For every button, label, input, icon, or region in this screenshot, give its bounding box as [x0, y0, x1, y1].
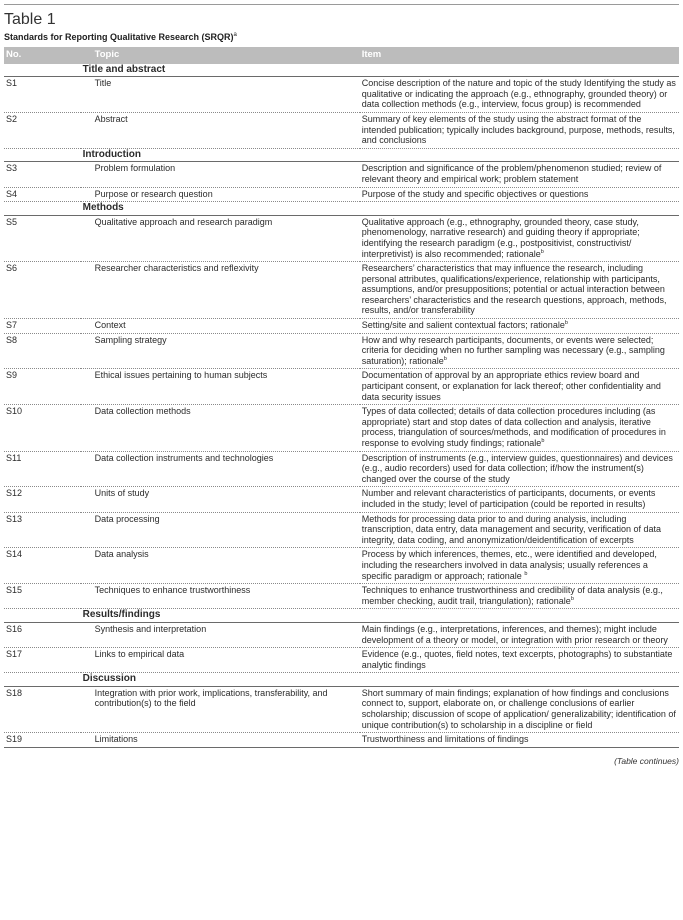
- table-title-footnote: a: [233, 32, 237, 38]
- row-topic: Researcher characteristics and reflexivity: [81, 262, 360, 319]
- row-topic: Abstract: [81, 112, 360, 148]
- header-topic: Topic: [81, 47, 360, 64]
- footnote-mark: b: [540, 248, 544, 255]
- table-row: [4, 548, 679, 584]
- section-row: [4, 202, 679, 216]
- row-item: [360, 548, 679, 584]
- row-number: S6: [4, 262, 81, 319]
- row-number: S5: [4, 215, 81, 261]
- row-number: S10: [4, 405, 81, 451]
- row-topic: Purpose or research question: [81, 187, 360, 202]
- row-topic: Problem formulation: [81, 162, 360, 187]
- srqr-table: [4, 47, 679, 747]
- table-row: [4, 512, 679, 548]
- section-title: Title and abstract: [81, 64, 679, 77]
- row-item: Short summary of main findings; explanation of how findings and conclusions connect to, support, elaborate on, or challenge conclusions of earlier scholarship; discussion of scope of application/ generalizability; identification of unique contribution(s) to scholarship in a discipline or field: [360, 686, 679, 732]
- row-number: S1: [4, 77, 81, 113]
- page: [4, 4, 679, 766]
- row-item: Summary of key elements of the study using the abstract format of the intended publication; typically includes background, purpose, methods, results, and conclusions: [360, 112, 679, 148]
- row-topic: Limitations: [94, 734, 138, 745]
- table-row: [4, 262, 679, 319]
- row-topic: Units of study: [81, 487, 360, 512]
- section-row: [4, 148, 679, 162]
- row-number: S18: [4, 686, 81, 732]
- table-row: [4, 162, 679, 187]
- row-item: Purpose of the study and specific objectives or questions: [360, 187, 679, 202]
- row-item-text: Techniques to enhance trustworthiness and credibility of data analysis (e.g., member checking, audit trail, triangulation); rationale: [361, 585, 663, 606]
- row-topic: Title: [81, 77, 360, 113]
- row-item: [360, 333, 679, 369]
- row-item: [360, 319, 679, 334]
- footnote-mark: b: [443, 355, 447, 362]
- top-rule: [4, 4, 679, 5]
- bottom-rule: [4, 747, 679, 748]
- row-topic: Techniques to enhance trustworthiness: [81, 584, 360, 609]
- row-topic: Integration with prior work, implications, transferability, and contribution(s) to the field: [81, 686, 360, 732]
- row-item: Number and relevant characteristics of participants, documents, or events included in the study; level of participation (could be reported in results): [360, 487, 679, 512]
- row-number: S16: [4, 622, 81, 647]
- footnote-mark: b: [564, 320, 568, 327]
- row-topic: Ethical issues pertaining to human subjects: [81, 369, 360, 405]
- table-row: [4, 487, 679, 512]
- footnote-mark: b: [541, 438, 545, 444]
- row-topic: Data processing: [81, 512, 360, 548]
- row-number: S4: [4, 187, 81, 202]
- header-row: [4, 47, 679, 64]
- footnote-mark: b: [524, 570, 528, 577]
- section-title: Discussion: [81, 673, 679, 687]
- row-item: [360, 405, 679, 451]
- row-topic: Links to empirical data: [81, 648, 360, 673]
- row-item: [360, 584, 679, 609]
- row-item: Main findings (e.g., interpretations, inferences, and themes); might include development of a theory or model, or integration with prior research or theory: [360, 622, 679, 647]
- section-title: Methods: [81, 202, 679, 216]
- row-number: S7: [4, 319, 81, 334]
- table-label: Table 1: [4, 11, 56, 28]
- row-number: S19: [6, 734, 23, 745]
- table-row: [4, 622, 679, 647]
- row-number: S14: [4, 548, 81, 584]
- table-row: [4, 187, 679, 202]
- header-item: Item: [360, 47, 679, 64]
- row-number: S9: [4, 369, 81, 405]
- table-row: [4, 648, 679, 673]
- row-topic: Sampling strategy: [81, 333, 360, 369]
- row-number: S13: [4, 512, 81, 548]
- row-topic: Data analysis: [81, 548, 360, 584]
- table-continues-note: (Table continues): [614, 755, 679, 766]
- table-row: [4, 77, 679, 113]
- table-row: [4, 319, 679, 334]
- row-item-text: Types of data collected; details of data collection procedures including (as appropriate) start and stop dates of data collection and analysis, iterative process, triangulation of sources/methods, and modification of procedures in response to evolving study findings; rationale: [361, 406, 666, 448]
- table-row: [4, 686, 679, 732]
- table-title-text: Standards for Reporting Qualitative Research (SRQR): [4, 32, 234, 42]
- row-item-text: Process by which inferences, themes, etc., were identified and developed, including the researchers involved in data analysis; usually references a specific paradigm or approach; rationale: [361, 549, 657, 581]
- row-topic: Qualitative approach and research paradigm: [81, 215, 360, 261]
- row-item: Description of instruments (e.g., interview guides, questionnaires) and devices (e.g., audio recorders) used for data collection; if/how the instrument(s) changed over the course of the study: [360, 451, 679, 487]
- footnote-mark: b: [570, 595, 574, 602]
- row-item: Concise description of the nature and topic of the study Identifying the study as qualitative or indicating the approach (e.g., ethnography, grounded theory) or data collection methods (e.g., interview, focus group) is recommended: [360, 77, 679, 113]
- row-topic: Context: [81, 319, 360, 334]
- table-row: [4, 451, 679, 487]
- table-row: [4, 369, 679, 405]
- row-topic: Data collection methods: [81, 405, 360, 451]
- row-item: Documentation of approval by an appropriate ethics review board and participant consent, or explanation for lack thereof; other confidentiality and data security issues: [360, 369, 679, 405]
- header-no: No.: [4, 47, 81, 64]
- row-topic: Synthesis and interpretation: [81, 622, 360, 647]
- table-row: [4, 333, 679, 369]
- row-item-text: How and why research participants, documents, or events were selected; criteria for deciding when no further sampling was necessary (e.g., sampling saturation); rationale: [361, 334, 665, 366]
- row-item: Researchers’ characteristics that may influence the research, including personal attributes, qualifications/experience, relationship with participants, assumptions, and/or presuppositions; potential or actual interaction between researchers’ characteristics and the research questions, approach, methods, results, and/or transferability: [360, 262, 679, 319]
- section-row: [4, 64, 679, 77]
- table-row: [4, 215, 679, 261]
- row-number: S8: [4, 333, 81, 369]
- row-item-text: Setting/site and salient contextual factors; rationale: [361, 320, 565, 331]
- row-item: Description and significance of the problem/phenomenon studied; review of relevant theory and empirical work; problem statement: [360, 162, 679, 187]
- section-title: Results/findings: [81, 609, 679, 623]
- row-item: Trustworthiness and limitations of findings: [361, 734, 529, 745]
- table-title: [4, 32, 679, 42]
- table-row: [4, 584, 679, 609]
- table-row: [4, 405, 679, 451]
- row-item-text: Qualitative approach (e.g., ethnography, grounded theory, case study, phenomenology, narrative research) and guiding theory if appropriate; identifying the research paradigm (e.g., postpositivist, constructivist/ interpretivist) is also recommended; rationale: [361, 216, 640, 259]
- section-row: [4, 609, 679, 623]
- row-number: S17: [4, 648, 81, 673]
- table-row: [4, 733, 679, 747]
- row-topic: Data collection instruments and technologies: [81, 451, 360, 487]
- row-number: S11: [4, 451, 81, 487]
- row-item: Evidence (e.g., quotes, field notes, text excerpts, photographs) to substantiate analytic findings: [360, 648, 679, 673]
- row-number: S2: [4, 112, 81, 148]
- row-item: [360, 215, 679, 261]
- row-item: Methods for processing data prior to and during analysis, including transcription, data entry, data management and security, verification of data integrity, data coding, and anonymization/deidentification of excerpts: [360, 512, 679, 548]
- row-number: S15: [4, 584, 81, 609]
- row-number: S3: [4, 162, 81, 187]
- table-row: [4, 112, 679, 148]
- section-title: Introduction: [81, 148, 679, 162]
- row-number: S12: [4, 487, 81, 512]
- section-row: [4, 673, 679, 687]
